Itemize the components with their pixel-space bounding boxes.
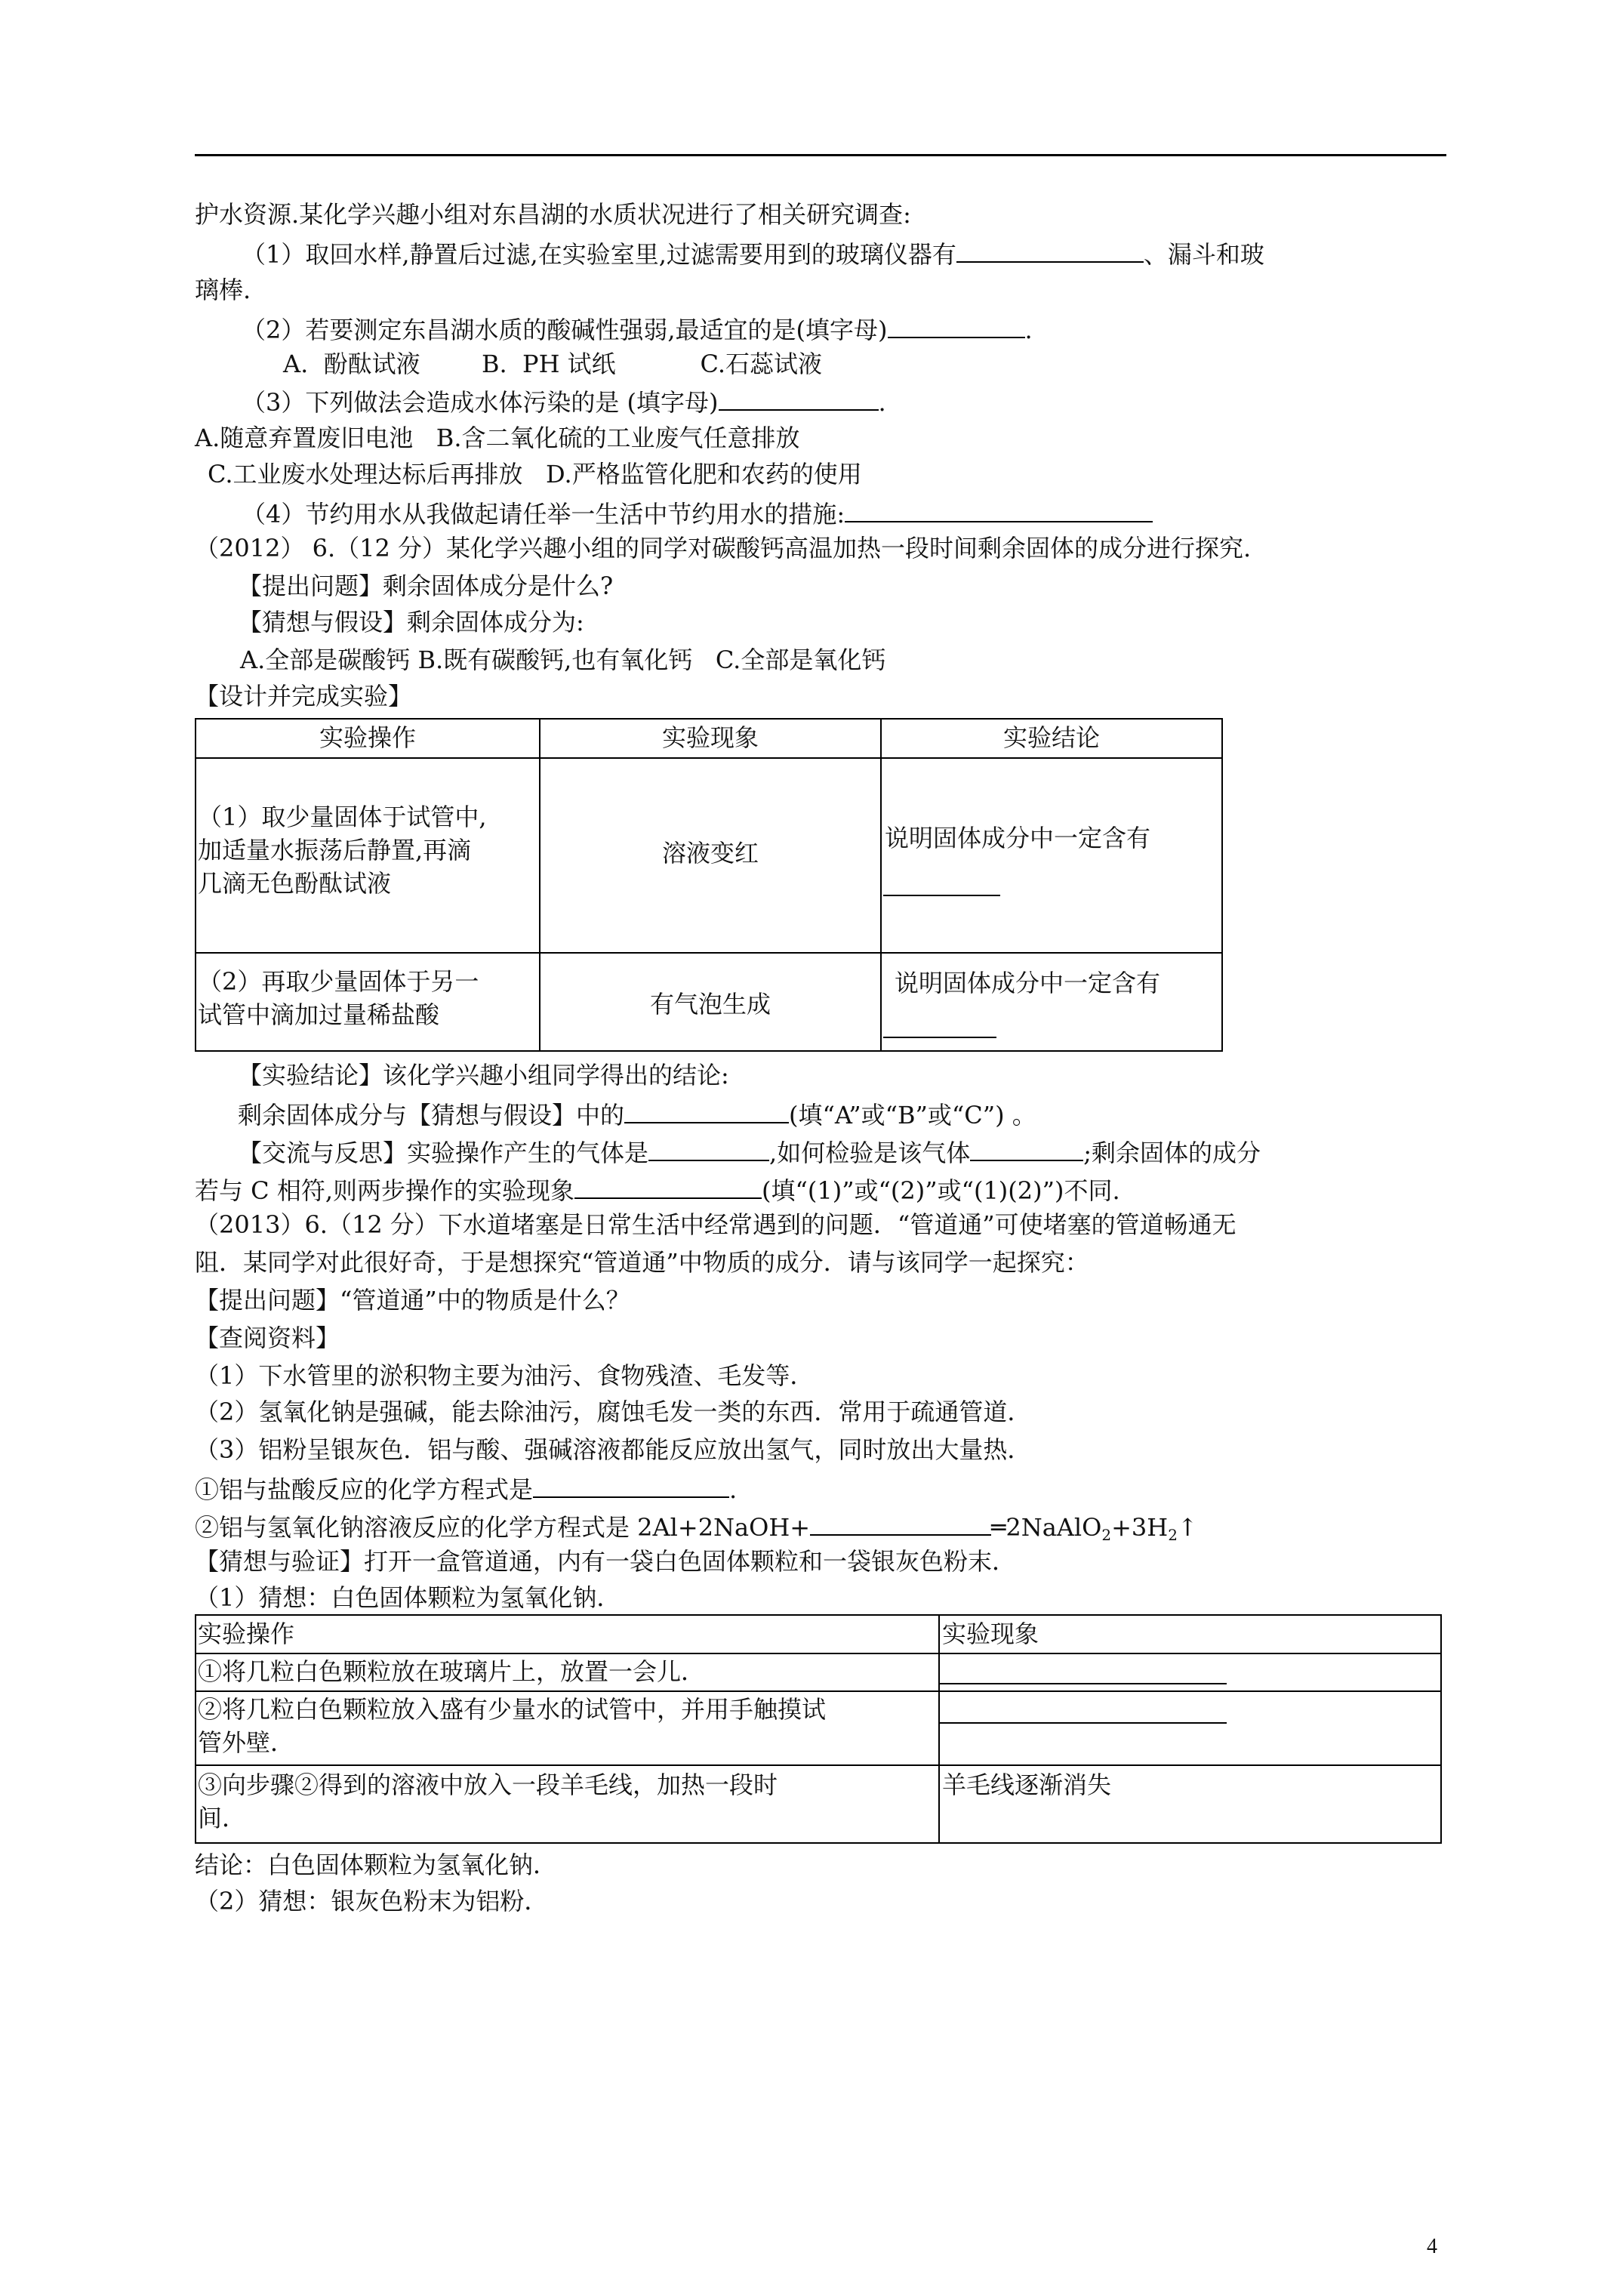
answer-blank[interactable] [970, 1134, 1083, 1161]
table-header-conclusion: 实验结论 [1002, 723, 1100, 752]
row2-phenomenon: 有气泡生成 [649, 990, 771, 1019]
q2013-guess-2: （2）猜想：银灰色粉末为铝粉． [195, 1887, 549, 1915]
answer-blank[interactable] [574, 1172, 762, 1199]
table2-row2-operation: ②将几粒白色颗粒放入盛有少量水的试管中，并用手触摸试 管外壁． [198, 1695, 827, 1757]
table2-header-operation: 实验操作 [198, 1620, 295, 1648]
q2013-conclusion: 结论：白色固体颗粒为氢氧化钠． [195, 1851, 558, 1879]
intro-line: 护水资源.某化学兴趣小组对东昌湖的水质状况进行了相关研究调查: [195, 200, 911, 229]
row2-conclusion: 说明固体成分中一定含有 [895, 969, 1161, 997]
q2013-verify: 【猜想与验证】打开一盒管道通，内有一袋白色固体颗粒和一袋银灰色粉末． [195, 1547, 1017, 1576]
q2013-info-1: （1）下水管里的淤积物主要为油污、食物残渣、毛发等． [195, 1361, 815, 1390]
q2013-header: （2013）6.（12 分）下水道堵塞是日常生活中经常遇到的问题．“管道通”可使堵塞的管道畅通无 [195, 1210, 1236, 1239]
q2012-reflect: 【交流与反思】实验操作产生的气体是 ,如何检验是该气体 ;剩余固体的成分 [238, 1134, 1261, 1170]
q2013-lookup: 【查阅资料】 [195, 1324, 340, 1352]
table-header-operation: 实验操作 [319, 723, 416, 752]
question-3-options-ab: A.随意弃置废旧电池 B.含二氧化硫的工业废气任意排放 [195, 424, 800, 452]
row1-conclusion: 说明固体成分中一定含有 [885, 824, 1151, 852]
question-2-options: A. 酚酞试液 B. PH 试纸 C.石蕊试液 [283, 350, 823, 378]
question-4: （4）节约用水从我做起请任举一生活中节约用水的措施: [242, 495, 1153, 531]
q2013-equation-2: ②铝与氢氧化钠溶液反应的化学方程式是 2Al+2NaOH+ $═2NaAlO_2+3H_2↑$ [195, 1509, 1198, 1544]
table2-row3-phenomenon: 羊毛线逐渐消失 [942, 1771, 1112, 1799]
q2013-info-3: （3）铝粉呈银灰色．铝与酸、强碱溶液都能反应放出氢气，同时放出大量热． [195, 1435, 1032, 1464]
question-1-cont: 璃棒. [195, 276, 251, 304]
table2-row3-operation: ③向步骤②得到的溶液中放入一段羊毛线，加热一段时 间． [198, 1771, 778, 1832]
q2012-design: 【设计并完成实验】 [195, 682, 413, 710]
row1-operation: （1）取少量固体于试管中, 加适量水振荡后静置,再滴 几滴无色酚酞试液 [198, 803, 487, 898]
table2-header-phenomenon: 实验现象 [942, 1620, 1039, 1648]
q2013-info-2: （2）氢氧化钠是强碱，能去除油污，腐蚀毛发一类的东西．常用于疏通管道． [195, 1398, 1032, 1426]
q2012-question: 【提出问题】剩余固体成分是什么? [238, 572, 614, 600]
q2012-options: A.全部是碳酸钙 B.既有碳酸钙,也有氧化钙 C.全部是氧化钙 [240, 646, 886, 674]
answer-blank[interactable] [648, 1134, 769, 1161]
q2013-equation-1: ①铝与盐酸反应的化学方程式是 . [195, 1471, 737, 1506]
question-2: （2）若要测定东昌湖水质的酸碱性强弱,最适宜的是(填字母) . [242, 311, 1033, 347]
answer-blank[interactable] [810, 1509, 991, 1536]
table-header-phenomenon: 实验现象 [661, 723, 759, 752]
q2012-header: （2012） 6.（12 分）某化学兴趣小组的同学对碳酸钙高温加热一段时间剩余固体的成分进行探究. [195, 534, 1252, 562]
question-3-options-cd: C.工业废水处理达标后再排放 D.严格监管化肥和农药的使用 [208, 460, 862, 488]
q2012-hypothesis: 【猜想与假设】剩余固体成分为: [238, 608, 584, 636]
answer-blank[interactable] [533, 1471, 729, 1498]
q2012-result: 剩余固体成分与【猜想与假设】中的 (填“A”或“B”或“C”) 。 [238, 1096, 1036, 1132]
question-1: （1）取回水样,静置后过滤,在实验室里,过滤需要用到的玻璃仪器有 、漏斗和玻 [242, 236, 1264, 271]
row2-operation: （2）再取少量固体于另一 试管中滴加过量稀盐酸 [198, 967, 479, 1029]
q2013-guess-1: （1）猜想：白色固体颗粒为氢氧化钠． [195, 1583, 621, 1612]
q2013-question: 【提出问题】“管道通”中的物质是什么？ [195, 1286, 630, 1314]
page-number: 4 [1427, 2235, 1437, 2258]
row1-phenomenon: 溶液变红 [661, 839, 759, 868]
q2013-header-2: 阻．某同学对此很好奇，于是想探究“管道通”中物质的成分．请与该同学一起探究： [195, 1248, 1089, 1277]
q2012-result-title: 【实验结论】该化学兴趣小组同学得出的结论: [238, 1061, 729, 1089]
q2012-reflect-2: 若与 C 相符,则两步操作的实验现象 (填“(1)”或“(2)”或“(1)(2)”)不同. [195, 1172, 1120, 1207]
table2-row1-operation: ①将几粒白色颗粒放在玻璃片上，放置一会儿． [198, 1657, 706, 1686]
question-3: （3）下列做法会造成水体污染的是 (填字母) . [242, 384, 886, 419]
answer-blank[interactable] [624, 1096, 789, 1123]
